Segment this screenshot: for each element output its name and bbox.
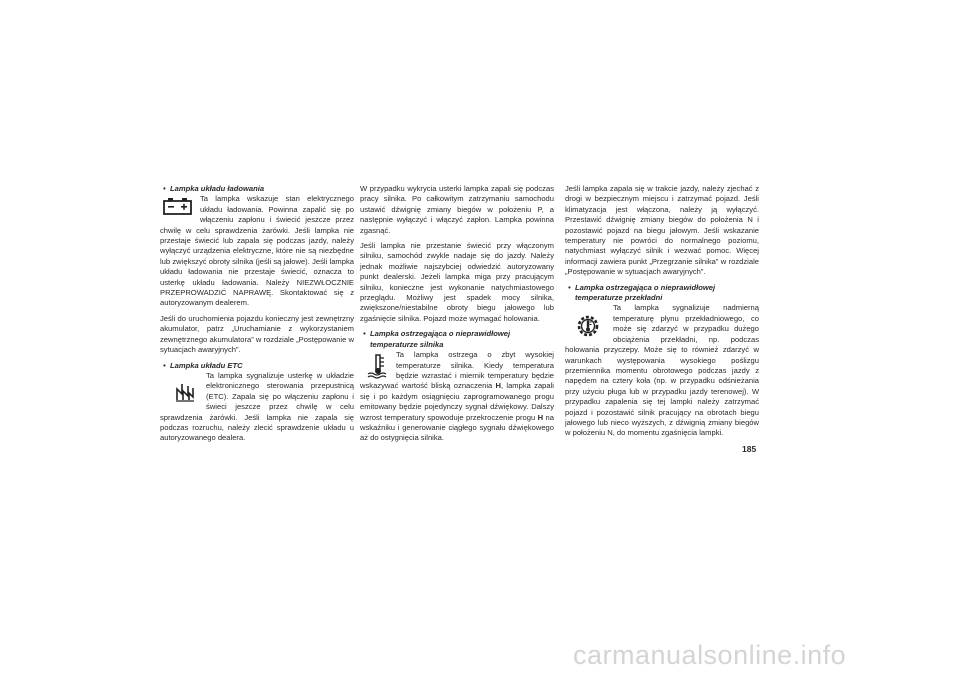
charging-system-heading: • Lampka układu ładowania [163,184,265,193]
battery-icon [162,196,194,216]
column-left [160,184,354,449]
hot-mark-2: H [537,412,544,422]
hot-mark-1: H [495,381,501,391]
transmission-temp-heading-line2: temperaturze przekładni [575,293,663,303]
engine-temp-heading: • Lampka ostrzegająca o nieprawidłowej [363,329,511,339]
transmission-temperature-icon [575,313,601,339]
overheat-paragraph: Jeśli lampka zapala się w trakcie jazdy, należy zjechać z drogi w bezpiecznym miejscu i zatrzymać pojazd. Jeśli klimatyzacja jest włączona, należy ją wyłączyć. Przestawić dźwignię zmiany biegów do położenia N i pozostawić pojazd na biegu jałowym. Jeśli wskazanie temperatury nie powróci do normalnego poziomu, natychmiast wyłączyć silnik i wezwać pomoc. Więcej informacji zawiera punkt „Przegrzanie silnika” w rozdziale „Postępowanie w sytuacjach awaryjnych”. [565,184,759,277]
watermark: carmanualsonline.info [573,640,847,670]
etc-heading: • Lampka układu ETC [163,360,243,370]
bullet-engine-temp: • [363,329,366,339]
fault-paragraph: W przypadku wykrycia usterki lampka zapali się podczas pracy silnika. Po całkowitym zatrzymaniu samochodu ustawić dźwignię zmiany biegów w położeniu P, a następnie wyłączyć i włączyć zapłon. Lampka powinna zgasnąć. [360,184,554,235]
jump-start-paragraph: Jeśli do uruchomienia pojazdu konieczny jest zewnętrzny akumulator, patrz „Uruchamianie z wykorzystaniem zewnętrznego akumulatora” w rozdziale „Postępowanie w sytuacjach awaryjnych”. [160,313,354,355]
bullet-etc: • [163,360,166,370]
charging-system-text: Ta lampka wskazuje stan elektrycznego układu ładowania. Powinna zapalić się po włączeniu zapłonu i świecić jeszcze przez chwilę w celu sprawdzenia żarówki. Jeśli lampka nie przestaje świecić lub zapala się podczas jazdy, należy wyłączyć urządzenia elektryczne, które nie są niezbędne lub zwiększyć obroty silnika (jeśli są jałowe). Jeśli lampka układu ładowania nie przestaje świecić, oznacza to usterkę układu ładowania. Należy NIEZWŁOCZNIE PRZEPROWADZIĆ NAPRAWĘ. Skontaktować się z autoryzowanym dealerem. [160,194,354,308]
engine-temp-heading-line2: temperaturze silnika [370,339,444,349]
page-number: 185 [742,444,757,454]
engine-temp-text: Ta lampka ostrzega o zbyt wysokiej temperaturze silnika. Kiedy temperatura będzie wzrastać i miernik temperatury będzie wskazywać wartość bliską oznaczenia H, lampka zapali się i po każdym osiągnięciu zaprogramowanego progu emitowany będzie pojedynczy sygnał dźwiękowy. Dalszy wzrost temperatury spowoduje przekroczenie progu H na wskaźniku i generowanie ciągłego sygnału dźwiękowego aż do ostygnięcia silnika. [360,350,554,443]
column-middle [360,184,554,449]
etc-throttle-icon [174,381,196,403]
transmission-temp-heading: • Lampka ostrzegająca o nieprawidłowej [568,282,716,292]
bullet-charging: • [163,184,166,193]
engine-running-paragraph: Jeśli lampka nie przestanie świecić przy włączonym silniku, samochód zwykle nadaje się do jazdy. Należy jednak możliwie najszybciej odwiedzić autoryzowany punkt dealerski. Jeżeli lampka miga przy pracującym silniku, konieczne jest wykonanie natychmiastowego przeglądu. Możliwy jest spadek mocy silnika, zwiększone/niestabilne obroty biegu jałowego lub zgaśnięcie silnika. Pojazd może wymagać holowania. [360,241,554,323]
engine-temperature-icon [366,353,390,379]
transmission-temp-text: Ta lampka sygnalizuje nadmierną temperaturę płynu przekładniowego, co może się zdarzyć w przypadku dużego obciążenia przekładni, np. podczas holowania przyczepy. Może się to również zdarzyć w warunkach występowania wysokiego poślizgu przemiennika momentu obrotowego podczas jazdy z napędem na cztery koła (np. w przypadku odśnieżania przy użyciu pługa lub w przypadku jazdy terenowej). W przypadku zapalenia się tej lampki należy zatrzymać pojazd i pozostawić silnik pracujący na obrotach biegu jałowego lub nieco wyższych, z dźwignią zmiany biegów w położeniu N, do momentu zgaśnięcia lampki. [565,303,759,438]
bullet-transmission-temp: • [568,282,571,292]
column-right [565,184,759,444]
etc-text: Ta lampka sygnalizuje usterkę w układzie elektronicznego sterowania przepustnicą (ETC). Zapala się po włączeniu zapłonu i świeci jeszcze przez chwilę w celu sprawdzenia żarówki. Jeśli lampka nie zapala się podczas rozruchu, należy zlecić sprawdzenie układu u autoryzowanego dealera. [160,370,354,443]
